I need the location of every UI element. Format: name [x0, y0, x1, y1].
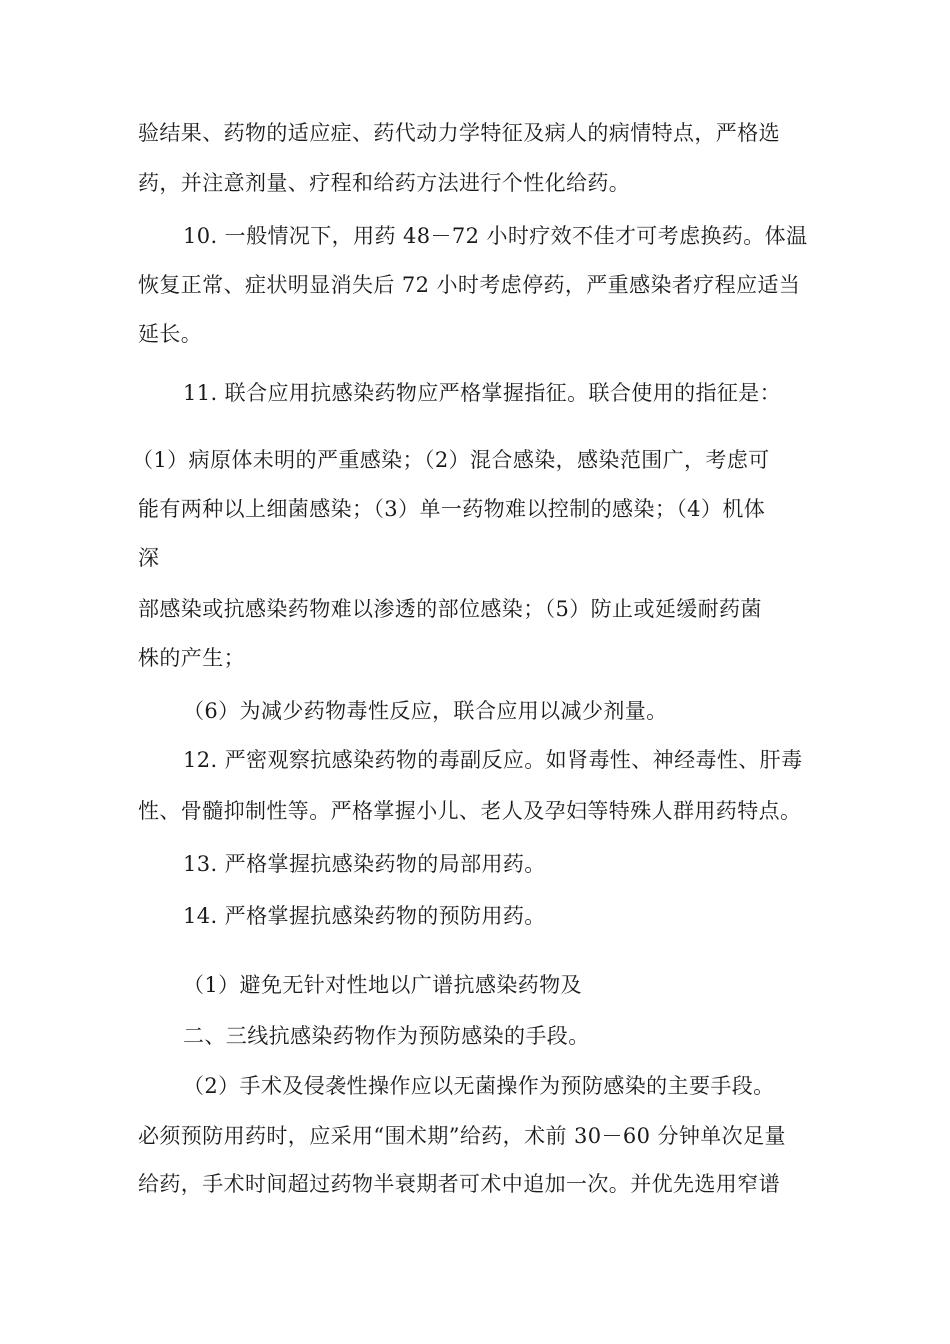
paragraph-11-line-2: 能有两种以上细菌感染；（3）单一药物难以控制的感染；（4）机体: [138, 497, 766, 521]
paragraph-11-line-5: 株的产生；: [138, 646, 245, 670]
paragraph-14-item-2-line-1: （2）手术及侵袭性操作应以无菌操作为预防感染的主要手段。: [183, 1074, 775, 1098]
paragraph-11-heading: 11. 联合应用抗感染药物应严格掌握指征。联合使用的指征是：: [183, 381, 782, 405]
paragraph-14-item-1-cont: 二、三线抗感染药物作为预防感染的手段。: [183, 1024, 590, 1048]
paragraph-10-line-1: 10. 一般情况下，用药 48－72 小时疗效不佳才可考虑换药。体温: [183, 224, 808, 248]
text-line-2: 药，并注意剂量、疗程和给药方法进行个性化给药。: [138, 171, 631, 195]
text-line-1: 验结果、药物的适应症、药代动力学特征及病人的病情特点，严格选: [138, 121, 780, 145]
paragraph-11-item-6: （6）为减少药物毒性反应，联合应用以减少剂量。: [183, 699, 668, 723]
paragraph-10-line-2: 恢复正常、症状明显消失后 72 小时考虑停药，严重感染者疗程应适当: [138, 273, 801, 297]
paragraph-11-line-1: （1）病原体未明的严重感染；（2）混合感染，感染范围广，考虑可: [132, 448, 770, 472]
paragraph-14-item-1: （1）避免无针对性地以广谱抗感染药物及: [183, 973, 582, 997]
paragraph-11-line-3: 深: [138, 546, 160, 570]
paragraph-14: 14. 严格掌握抗感染药物的预防用药。: [183, 904, 546, 928]
paragraph-14-item-2-line-3: 给药，手术时间超过药物半衰期者可术中追加一次。并优先选用窄谱: [138, 1172, 780, 1196]
paragraph-14-item-2-line-2: 必须预防用药时，应采用“围术期”给药，术前 30－60 分钟单次足量: [138, 1124, 786, 1148]
paragraph-13: 13. 严格掌握抗感染药物的局部用药。: [183, 852, 546, 876]
paragraph-12-line-2: 性、骨髓抑制性等。严格掌握小儿、老人及孕妇等特殊人群用药特点。: [138, 799, 802, 823]
paragraph-11-line-4: 部感染或抗感染药物难以渗透的部位感染；（5）防止或延缓耐药菌: [138, 597, 762, 621]
paragraph-10-line-3: 延长。: [138, 322, 203, 346]
paragraph-12-line-1: 12. 严密观察抗感染药物的毒副反应。如肾毒性、神经毒性、肝毒: [183, 748, 803, 772]
